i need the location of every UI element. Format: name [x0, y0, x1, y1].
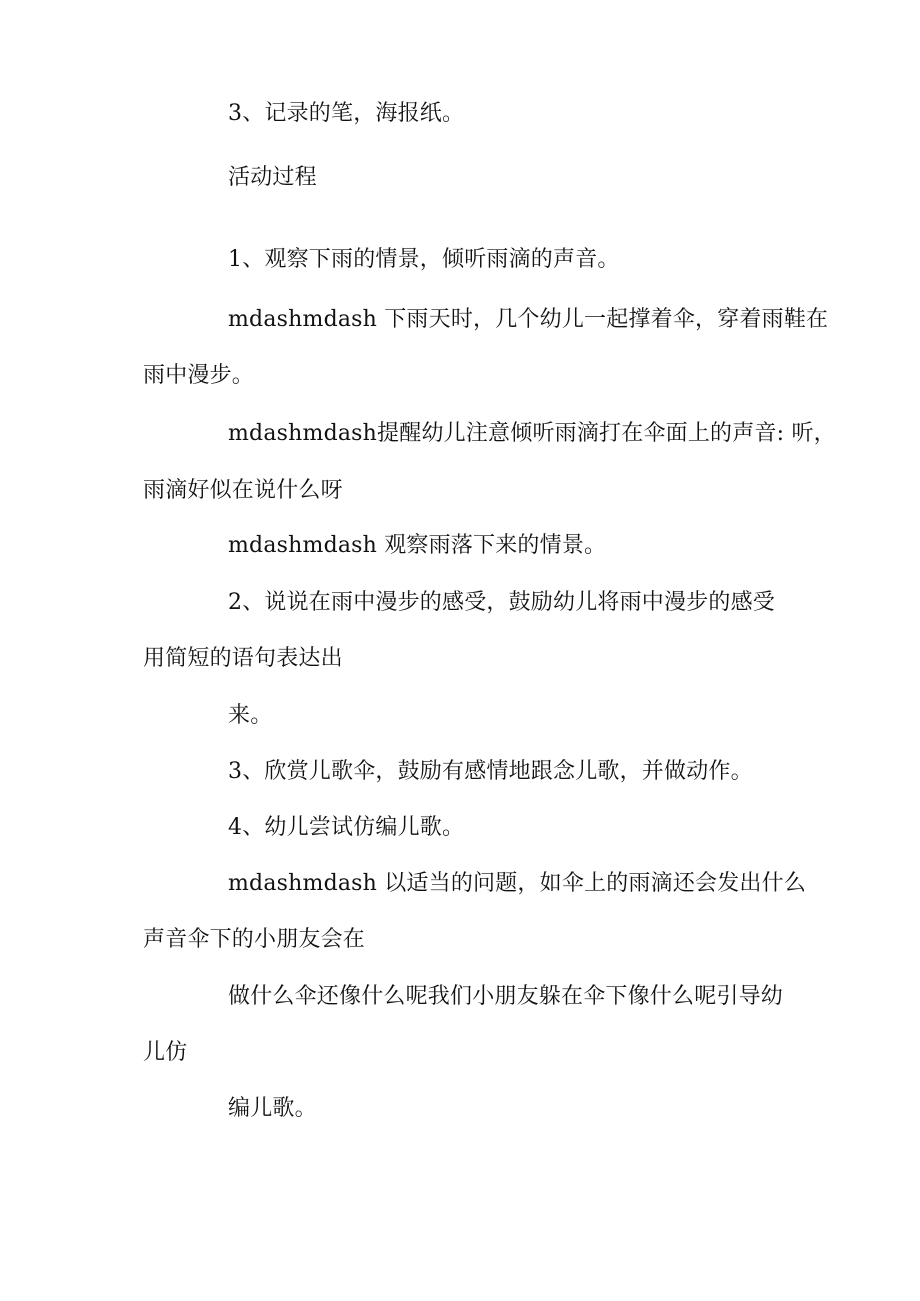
paragraph-line: 儿仿 [143, 1040, 188, 1065]
paragraph-line: 来。 [228, 703, 273, 728]
paragraph-line: 用简短的语句表达出 [143, 646, 343, 671]
material-item-3: 3、记录的笔，海报纸。 [228, 101, 465, 126]
paragraph-line: 雨中漫步。 [143, 363, 255, 388]
paragraph-line: mdashmdash提醒幼儿注意倾听雨滴打在伞面上的声音: 听， [228, 421, 836, 446]
paragraph-line: mdashmdash 以适当的问题，如伞上的雨滴还会发出什么 [228, 871, 807, 896]
section-heading-activity-process: 活动过程 [228, 165, 317, 190]
paragraph-line: 声音伞下的小朋友会在 [143, 927, 366, 952]
paragraph-line: 编儿歌。 [228, 1096, 317, 1121]
paragraph-line: mdashmdash 观察雨落下来的情景。 [228, 533, 607, 558]
paragraph-line: mdashmdash 下雨天时，几个幼儿一起撑着伞，穿着雨鞋在 [228, 307, 829, 332]
step-1-heading: 1、观察下雨的情景，倾听雨滴的声音。 [228, 247, 620, 272]
step-3-heading: 3、欣赏儿歌伞，鼓励有感情地跟念儿歌，并做动作。 [228, 759, 753, 784]
step-4-heading: 4、幼儿尝试仿编儿歌。 [228, 815, 465, 840]
paragraph-line: 做什么伞还像什么呢我们小朋友躲在伞下像什么呢引导幼 [228, 984, 784, 1009]
paragraph-line: 雨滴好似在说什么呀 [143, 478, 343, 503]
step-2-heading: 2、说说在雨中漫步的感受，鼓励幼儿将雨中漫步的感受 [228, 590, 775, 615]
